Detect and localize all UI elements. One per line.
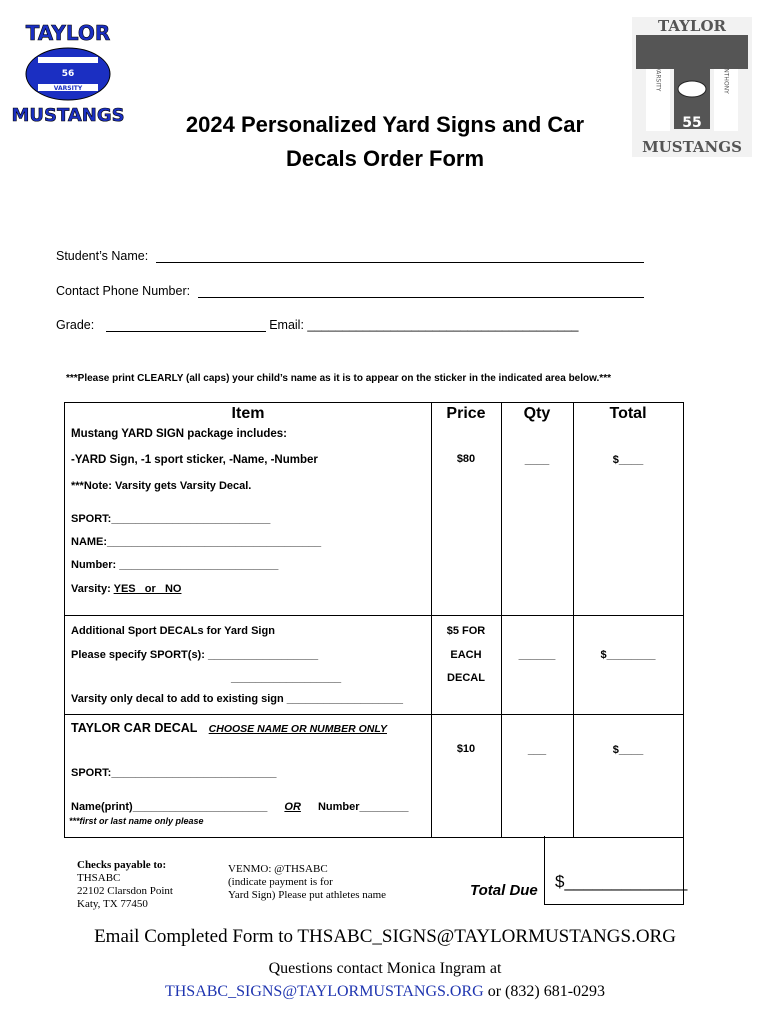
checks-line-2: 22102 Clarsdon Point: [77, 885, 173, 897]
logo-left-number: 56: [61, 69, 75, 79]
contact-phone-line[interactable]: [198, 283, 644, 298]
yard-sign-sport-field[interactable]: SPORT:__________________________: [71, 513, 271, 525]
additional-price-line2: EACH: [450, 649, 482, 661]
venmo-line-2: (indicate payment is for: [228, 876, 333, 888]
car-decal-title: TAYLOR CAR DECAL: [71, 721, 198, 735]
header-item: Item: [231, 405, 265, 422]
car-decal-total[interactable]: $____: [612, 744, 644, 756]
logo-left-bottom-text: MUSTANGS: [11, 105, 125, 126]
page-title: [140, 108, 630, 176]
additional-decals-line1: Additional Sport DECALs for Yard Sign: [71, 625, 275, 637]
logo-right-left-letters: VARSITY: [654, 66, 662, 92]
yard-sign-number-field[interactable]: Number: __________________________: [71, 559, 279, 571]
checks-label: Checks payable to:: [77, 859, 167, 871]
additional-qty[interactable]: ______: [518, 649, 556, 661]
venmo-block: [228, 863, 386, 902]
grade-label: Grade:: [56, 318, 95, 332]
yard-sign-note: ***Note: Varsity gets Varsity Decal.: [71, 480, 252, 492]
contact-phone-row: [56, 283, 644, 298]
logo-right-bottom-text: MUSTANGS: [642, 138, 742, 156]
checks-line-3: Katy, TX 77450: [77, 898, 148, 910]
email-label[interactable]: Email: _______________________________________: [269, 318, 579, 332]
yard-sign-line2: -YARD Sign, -1 sport sticker, -Name, -Number: [71, 454, 318, 466]
car-decal-note: ***first or last name only please: [69, 816, 204, 826]
yard-sign-line1: Mustang YARD SIGN package includes:: [71, 428, 288, 440]
logo-left-top-text: TAYLOR: [25, 21, 111, 45]
contact-phone-label: Contact Phone Number:: [56, 284, 191, 298]
logo-right-top-text: TAYLOR: [657, 17, 727, 35]
additional-total[interactable]: $________: [600, 649, 656, 661]
yard-sign-qty[interactable]: ____: [524, 454, 550, 466]
taylor-mustangs-football-logo: [11, 18, 125, 128]
logo-right-number: 55: [682, 115, 702, 131]
student-name-line[interactable]: [156, 248, 644, 263]
car-decal-name-field[interactable]: Name(print)______________________: [71, 801, 268, 813]
varsity-only-decal-field[interactable]: Varsity only decal to add to existing sign ___________________: [71, 693, 404, 705]
car-decal-number-field[interactable]: Number________: [317, 801, 409, 813]
contact-line: [0, 983, 770, 1001]
contact-email-link[interactable]: THSABC_SIGNS@TAYLORMUSTANGS.ORG: [164, 983, 484, 1000]
car-decal-choose: CHOOSE NAME OR NUMBER ONLY: [208, 723, 387, 735]
yard-sign-total[interactable]: $____: [612, 454, 644, 466]
additional-price-line1: $5 FOR: [446, 625, 486, 637]
total-due-box[interactable]: [544, 836, 688, 905]
car-decal-qty[interactable]: ___: [527, 744, 547, 756]
varsity-options[interactable]: YES or NO: [113, 583, 182, 595]
checks-payable-block: [77, 859, 173, 911]
venmo-line-1: VENMO: @THSABC: [228, 863, 328, 875]
yard-sign-price: $80: [456, 453, 476, 465]
header-price: Price: [446, 405, 486, 422]
varsity-label: Varsity:: [71, 583, 111, 595]
title-line-1: 2024 Personalized Yard Signs and Car: [185, 112, 585, 137]
email-completed-form: Email Completed Form to THSABC_SIGNS@TAYLORMUSTANGS.ORG: [94, 926, 676, 947]
contact-phone: or (832) 681-0293: [487, 983, 606, 1000]
grade-line[interactable]: [106, 317, 266, 332]
additional-decals-sport-line2[interactable]: __________________: [231, 672, 342, 684]
student-name-row: [56, 248, 644, 263]
logo-right-right-letters: ANTHONY: [722, 64, 730, 94]
grade-email-row: [56, 317, 579, 332]
car-decal-sport-field[interactable]: SPORT:___________________________: [71, 767, 277, 779]
taylor-varsity-t-logo: [632, 17, 752, 157]
print-clearly-note: ***Please print CLEARLY (all caps) your child’s name as it is to appear on the sticker in the indicated area below.***: [66, 373, 611, 384]
checks-line-1: THSABC: [77, 872, 121, 884]
header-total: Total: [609, 405, 647, 422]
venmo-line-3: Yard Sign) Please put athletes name: [228, 889, 387, 901]
total-due-label: Total Due: [470, 882, 538, 899]
questions-contact: Questions contact Monica Ingram at: [268, 960, 502, 977]
student-name-label: Student’s Name:: [56, 249, 149, 263]
car-decal-price: $10: [456, 743, 476, 755]
yard-sign-name-field[interactable]: NAME:___________________________________: [71, 536, 322, 548]
order-table: [64, 402, 684, 838]
logo-left-band-text: VARSITY: [53, 85, 83, 92]
header-qty: Qty: [523, 405, 551, 422]
varsity-choice-row: [71, 583, 181, 595]
total-due-value[interactable]: $_____________: [555, 872, 688, 891]
additional-decals-sport-field[interactable]: Please specify SPORT(s): __________________: [71, 649, 319, 661]
additional-price-line3: DECAL: [447, 672, 485, 684]
car-decal-name-row: [71, 801, 408, 813]
car-decal-title-row: [71, 721, 387, 735]
title-line-2: Decals Order Form: [285, 146, 485, 171]
car-decal-or: OR: [284, 801, 301, 813]
